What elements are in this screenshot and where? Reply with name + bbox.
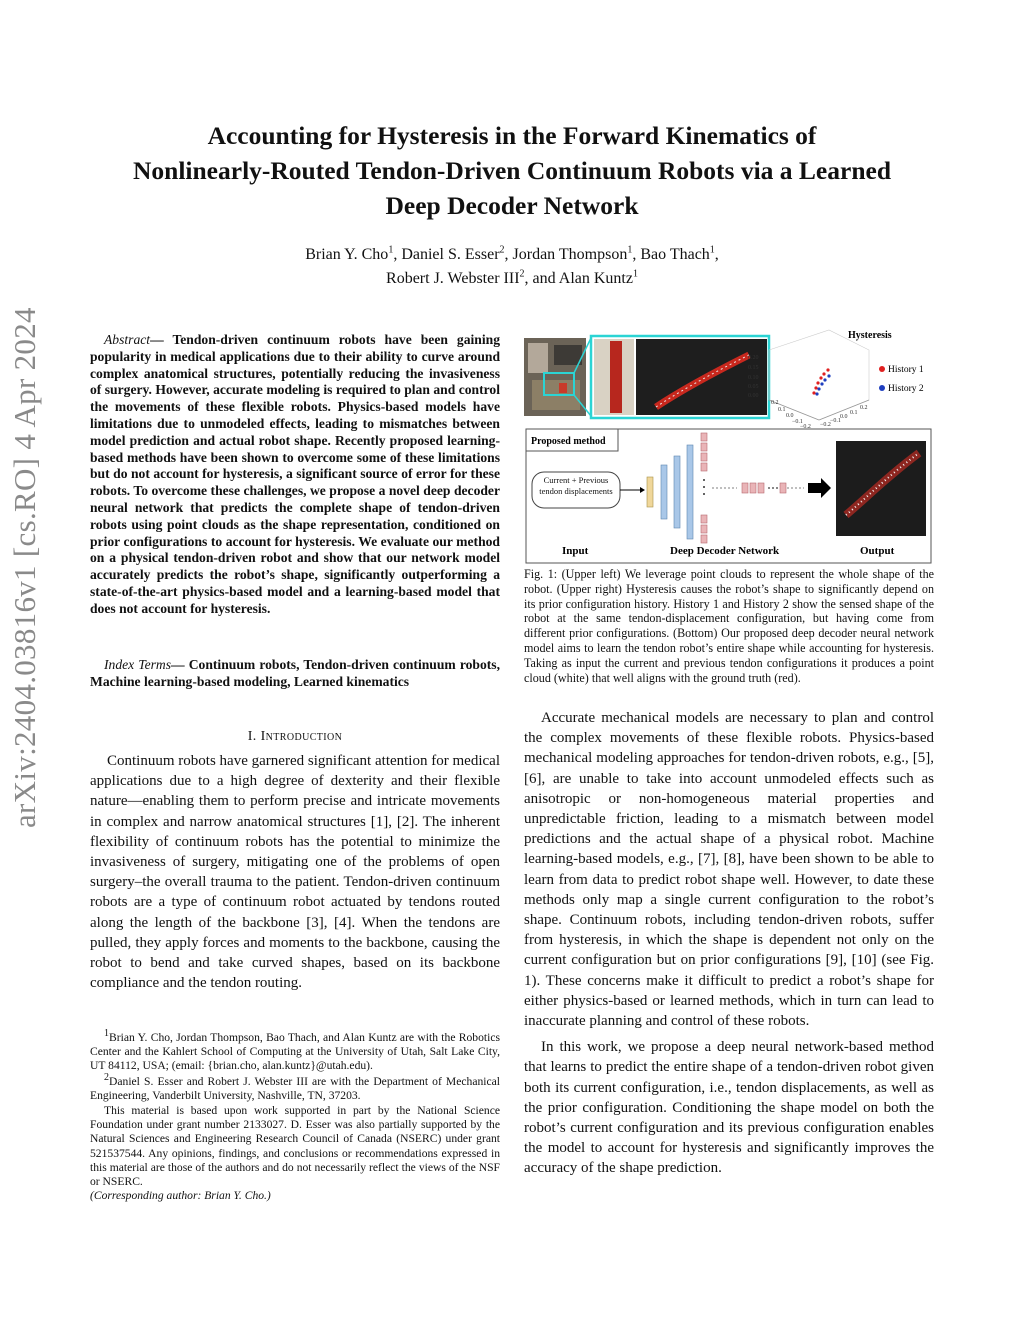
abstract: Abstract— Tendon-driven continuum robots have been gaining popularity in medical applications due to their ability to curve around complex anatomical structures, potentially reducing the invasiveness of surgery. However, accurate modeling is required to plan and control the movements of these flexible robots. Physics-based models have limitations due to unmodeled effects, leading to mismatches between model prediction and actual robot shape. Recently proposed learning-based methods have been shown to overcome some of these limitations but do not account for hysteresis, a significant source of error for these robots. To overcome these challenges, we propose a novel deep decoder neural network that predicts the complete shape of tendon-driven robots using point clouds as the shape representation, conditioned on prior configurations to account for hysteresis. We evaluate our method on a physical tendon-driven robot and show that our network model accurately predicts the robot’s shape, significantly outperforming a state-of-the-art physics-based model and a learning-based model that does not account for hysteresis.: [90, 332, 500, 616]
author-name: Daniel S. Esser: [401, 246, 500, 263]
legend-history-2: History 2: [888, 384, 924, 394]
hysteresis-curve-history-1: [812, 368, 829, 394]
funding-note: This material is based upon work supported in part by the National Science Foundation under grant number 2133027. D. Esser was also partially supported by the Natural Sciences and Engineering Research Council of Canada (NSERC) under grant 521537544. Any opinions, findings, and conclusions or recommendations expressed in this material are those of the authors and do not necessarily reflect the views of the NSF or NSERC. (Corresponding author: Brian Y. Cho.): [90, 1104, 500, 1203]
intro-continued: [524, 708, 934, 1185]
robot-photo: [524, 338, 586, 416]
figure-1: [524, 325, 934, 565]
output-label: Output: [860, 545, 895, 557]
intro-paragraph-3: In this work, we propose a deep neural network-based method that learns to predict the entire shape of a tendon-driven robot given both its current configuration, i.e., tendon displacements, as well as the prior configuration. Conditioning the shape model on both the robot’s current configuration and its previous configuration enables the model to account for hysteresis and significantly improves the accuracy of the shape prediction.: [524, 1039, 934, 1177]
author-name: Bao Thach: [640, 246, 710, 263]
hysteresis-title: Hysteresis: [848, 330, 892, 341]
paper-title: [90, 118, 934, 223]
z-tick-label: 0.10: [748, 375, 759, 381]
title-line-3: Deep Decoder Network: [385, 191, 639, 220]
footnote-1: $^1$Brian Y. Cho, Jordan Thompson, Bao Thach, and Alan Kuntz are with the Robotics Center and the Kahlert School of Computing at the University of Utah, Salt Lake City, UT 84112, USA; (email: {brian.cho, alan.kuntz}@utah.edu).: [90, 1028, 500, 1073]
legend-history-1: History 1: [888, 365, 924, 375]
footnotes: [90, 1028, 500, 1204]
hysteresis-plot: [748, 330, 924, 430]
abstract-text: Tendon-driven continuum robots have been gaining popularity in medical applications due to their ability to curve around complex anatomical structures, potentially reducing the invasiveness of surgery. However, accurate modeling is required to plan and control the movements of these flexible robots. Physics-based models have limitations due to unmodeled effects, leading to mismatches between model prediction and actual robot shape. Recently proposed learning-based methods have been shown to overcome some of these limitations but do not account for hysteresis, a significant source of error for these robots. To overcome these challenges, we propose a novel deep decoder neural network that predicts the complete shape of tendon-driven robots using point clouds as the shape representation, conditioned on prior configurations to account for hysteresis. We evaluate our method on a physical tendon-driven robot and show that our network model accurately predicts the robot’s shape, significantly outperforming a state-of-the-art physics-based model and a learning-based model that does not account for hysteresis.: [90, 332, 500, 616]
index-terms-text: Continuum robots, Tendon-driven continuum robots, Machine learning-based modeling, Learned kinematics: [90, 657, 500, 689]
y-tick-label: 0.1: [850, 410, 858, 416]
network-layer: [687, 445, 693, 539]
title-line-1: Accounting for Hysteresis in the Forward Kinematics of: [207, 121, 817, 150]
footnote-2: $^2$Daniel S. Esser and Robert J. Webster III are with the Department of Mechanical Engineering, Vanderbilt University, Nashville, TN, 37203.: [90, 1071, 500, 1102]
output-points-block: [742, 483, 786, 493]
network-layer: [647, 477, 653, 507]
title-line-2: Nonlinearly-Routed Tendon-Driven Continuum Robots via a Learned: [132, 156, 891, 185]
proposed-method-label: Proposed method: [531, 436, 606, 447]
abstract-label: Abstract: [104, 332, 151, 347]
arrow-icon: [808, 478, 831, 498]
x-tick-label: 0.1: [778, 407, 786, 413]
z-tick-label: 0.00: [748, 393, 759, 399]
network-layer: [674, 456, 680, 528]
y-tick-label: −0.1: [830, 418, 841, 424]
author-name: Brian Y. Cho: [305, 246, 389, 263]
x-tick-label: −0.1: [792, 419, 803, 425]
intro-paragraph-1: Continuum robots have garnered significant attention for medical applications due to a high degree of dexterity and their flexible nature—enabling them to perform precise and intricate movements in complex and narrow anatomical structures [1], [2]. The inherent flexibility of continuum robots has the potential to minimize the invasiveness of surgery, mitigating one of the problems of open surgery–the overall trauma to the patient. Tendon-driven continuum robots are a type of continuum robot actuated by tendons routed along the length of the backbone [3], [4]. When the tendons are pulled, they apply forces and moments to the backbone, causing the robot to bend and take curved shapes, based on its backbone compliance and the tendon routing.: [90, 753, 500, 992]
network-layer: [661, 465, 667, 519]
z-tick-label: 0.20: [748, 355, 759, 361]
x-tick-label: 0.2: [771, 400, 779, 406]
z-tick-label: 0.05: [748, 384, 759, 390]
proposed-method-diagram: [526, 429, 931, 563]
index-terms-label: Index Terms: [104, 657, 172, 672]
y-tick-label: −0.2: [820, 422, 831, 428]
intro-paragraph-2: Accurate mechanical models are necessary to plan and control the complex movements of these flexible robots. Physics-based mechanical modeling approaches for tendon-driven robots, e.g., [5], [6], are unable to take into account unmodeled effects such as anisotropic or non-homogeneous material properties and unpredictable friction, leading to a mismatch between model predictions and the actual shape of a physical robot. Machine learning-based models, e.g., [7], [8], have been shown to be able to learn from data to predict robot shape well. However, to date these methods only map a single current configuration to the robot’s shape. Continuum robots, including tendon-driven robots, suffer from hysteresis, in which the shape is dependent not only on the current configuration but on prior configurations [9], [10] (see Fig. 1). These concerns make it difficult to predict a robot’s shape for either physics-based or learned methods, which in turn can lead to inaccurate planning and control of these robots.: [524, 710, 934, 1030]
author-name: Robert J. Webster III: [386, 270, 520, 287]
section-heading: I. Introduction: [247, 729, 343, 744]
y-tick-label: 0.2: [860, 405, 868, 411]
figure-caption: Fig. 1: (Upper left) We leverage point clouds to represent the whole shape of the robot. (Upper right) Hysteresis causes the robot’s shape to significantly depend on its prior configuration history. History 1 and History 2 show the sensed shape of the robot at the same tendon-displacement configuration, but having come from different prior configurations. (Bottom) Our proposed deep decoder neural network model aims to learn the tendon robot’s entire shape while accounting for hysteresis. Taking as input the current and previous tendon configurations it produces a point cloud (white) that well aligns with the ground truth (red).: [524, 567, 934, 685]
x-tick-label: −0.2: [800, 424, 811, 430]
author-name: Jordan Thompson: [512, 246, 628, 263]
legend-marker-history-1: [879, 366, 885, 372]
author-list: Brian Y. Cho$^1$, Daniel S. Esser$^2$, Jordan Thompson$^1$, Bao Thach$^1$, Robert J. Webster III$^2$, and Alan Kuntz$^1$: [305, 244, 719, 287]
input-label: Input: [562, 545, 589, 557]
legend-marker-history-2: [879, 385, 885, 391]
point-cloud-zoom: [591, 336, 769, 418]
network-label: Deep Decoder Network: [670, 545, 780, 557]
input-box-text: Current + Previous tendon displacements: [539, 475, 613, 496]
x-tick-label: 0.0: [786, 413, 794, 419]
index-terms: Index Terms— Continuum robots, Tendon-driven continuum robots, Machine learning-based modeling, Learned kinematics: [90, 657, 500, 689]
author-name: Alan Kuntz: [558, 270, 633, 287]
hysteresis-curve-history-2: [815, 374, 830, 395]
arxiv-identifier: arXiv:2404.03816v1 [cs.RO] 4 Apr 2024: [7, 307, 42, 828]
z-tick-label: 0.15: [748, 365, 759, 371]
y-tick-label: 0.0: [840, 414, 848, 420]
